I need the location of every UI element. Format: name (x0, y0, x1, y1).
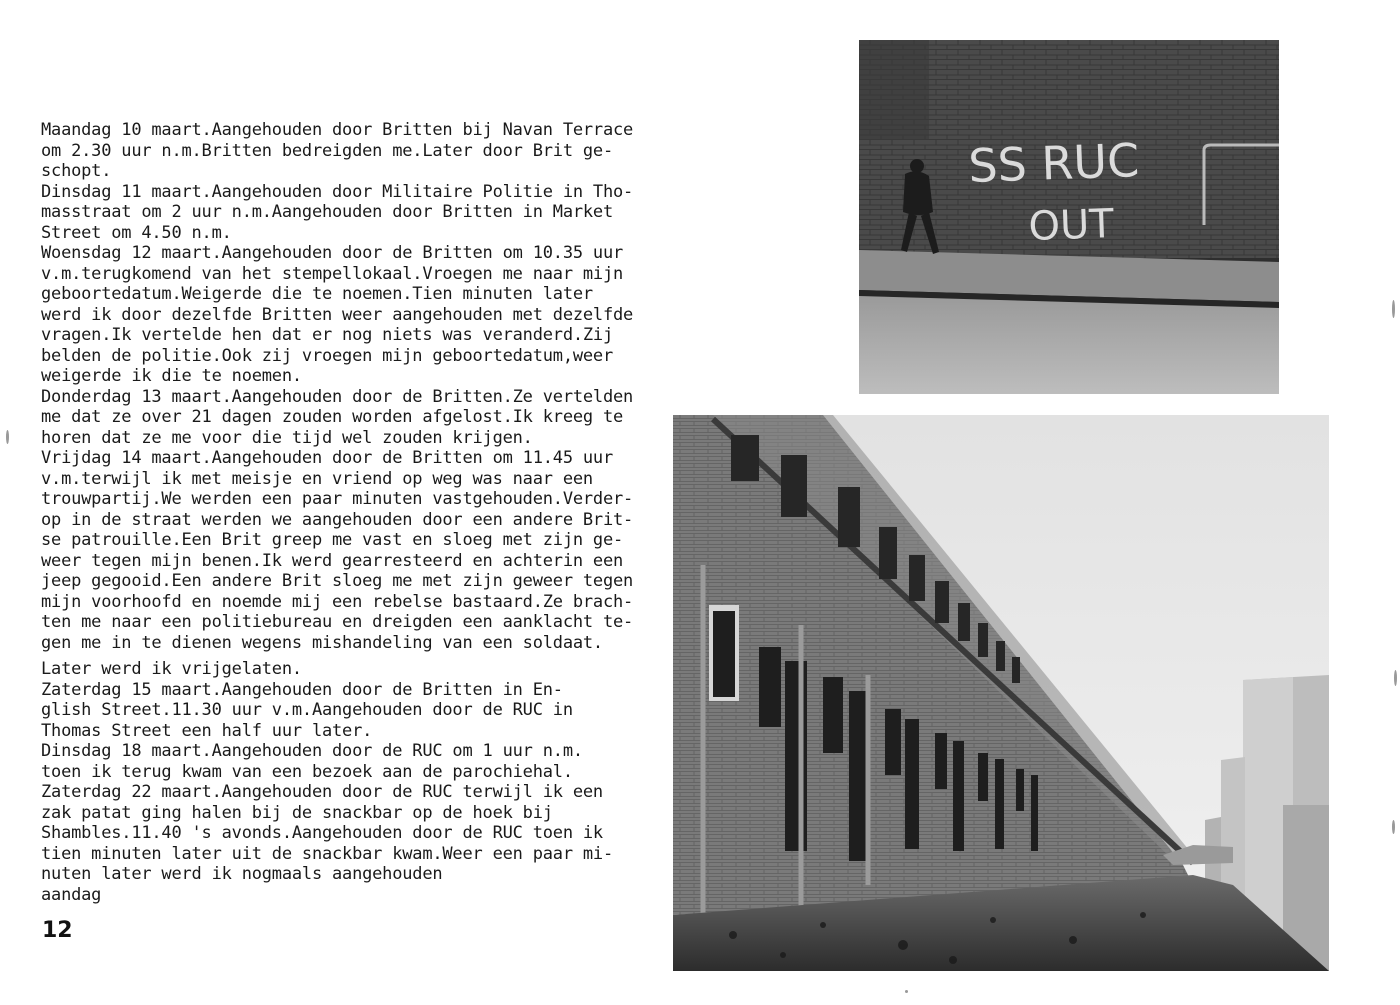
text-line: tien minuten later uit de snackbar kwam.Weer een paar mi- (41, 843, 613, 864)
text-line: Zaterdag 15 maart.Aangehouden door de Britten in En- (41, 679, 563, 700)
text-line: geboortedatum.Weigerde die te noemen.Tien minuten later (41, 284, 593, 304)
text-line: vragen.Ik vertelde hen dat er nog niets was veranderd.Zij (41, 325, 613, 345)
text-line: belden de politie.Ook zij vroegen mijn geboortedatum,weer (41, 345, 613, 366)
text-line: aandag (41, 884, 102, 905)
text-line: gen me in te dienen wegens mishandeling van een soldaat. (41, 632, 603, 653)
text-line: weer tegen mijn benen.Ik werd gearresteerd en achterin een (41, 550, 624, 571)
text-line: se patrouille.Een Brit greep me vast en sloeg met zijn ge- (41, 530, 624, 550)
page-number: 12 (42, 918, 73, 943)
text-line: masstraat om 2 uur n.m.Aangehouden door Britten in Market (41, 202, 613, 222)
text-line: ten me naar een politiebureau en dreigden een aanklacht te- (41, 612, 634, 632)
text-line: mijn voorhoofd en noemde mij een rebelse bastaard.Ze brach- (41, 591, 634, 612)
text-line: Street om 4.50 n.m. (41, 222, 232, 243)
text-line: Maandag 10 maart.Aangehouden door Britten bij Navan Terrace (41, 120, 634, 140)
diary-text (41, 120, 651, 905)
graffiti-line-1: SS RUC (967, 133, 1141, 193)
text-line: Woensdag 12 maart.Aangehouden door de Britten om 10.35 uur (41, 243, 624, 263)
text-line: v.m.terwijl ik met meisje en vriend op weg was naar een (41, 468, 593, 489)
text-line: me dat ze over 21 dagen zouden worden afgelost.Ik kreeg te (41, 407, 624, 427)
graffiti-wall-photo (859, 40, 1279, 394)
paper-speck (1394, 670, 1397, 686)
text-line: Later werd ik vrijgelaten. (41, 659, 302, 679)
graffiti-line-2: OUT (1027, 201, 1115, 250)
text-line: trouwpartij.We werden een paar minuten vastgehouden.Verder- (41, 489, 634, 509)
text-line: nuten later werd ik nogmaals aangehouden (41, 864, 443, 884)
terraced-street-photo (673, 415, 1329, 971)
text-line: Shambles.11.40 's avonds.Aangehouden door de RUC toen ik (41, 823, 603, 843)
text-line: om 2.30 uur n.m.Britten bedreigden me.Later door Brit ge- (41, 140, 613, 161)
text-line: Zaterdag 22 maart.Aangehouden door de RUC terwijl ik een (41, 782, 603, 802)
text-line: Donderdag 13 maart.Aangehouden door de Britten.Ze vertelden (41, 386, 634, 407)
paper-speck (1392, 820, 1395, 834)
text-line: Thomas Street een half uur later. (41, 720, 373, 741)
paper-speck (6, 430, 9, 444)
text-line: op in de straat werden we aangehouden door een andere Brit- (41, 509, 634, 530)
text-line: jeep gegooid.Een andere Brit sloeg me met zijn geweer tegen (41, 571, 634, 591)
text-line: zak patat ging halen bij de snackbar op de hoek bij (41, 802, 553, 823)
text-line: Dinsdag 18 maart.Aangehouden door de RUC om 1 uur n.m. (41, 741, 583, 761)
text-line: glish Street.11.30 uur v.m.Aangehouden door de RUC in (41, 700, 573, 720)
paper-speck (905, 990, 908, 993)
text-line: toen ik terug kwam van een bezoek aan de parochiehal. (41, 761, 573, 782)
text-line: schopt. (41, 161, 112, 181)
text-line: Dinsdag 11 maart.Aangehouden door Militaire Politie in Tho- (41, 181, 634, 202)
text-line: Vrijdag 14 maart.Aangehouden door de Britten om 11.45 uur (41, 448, 613, 468)
text-line: werd ik door dezelfde Britten weer aangehouden met dezelfde (41, 304, 634, 325)
text-line: v.m.terugkomend van het stempellokaal.Vroegen me naar mijn (41, 263, 624, 284)
paper-speck (1392, 300, 1395, 318)
text-line: horen dat ze me voor die tijd wel zouden krijgen. (41, 427, 533, 448)
text-line: weigerde ik die te noemen. (41, 366, 302, 386)
